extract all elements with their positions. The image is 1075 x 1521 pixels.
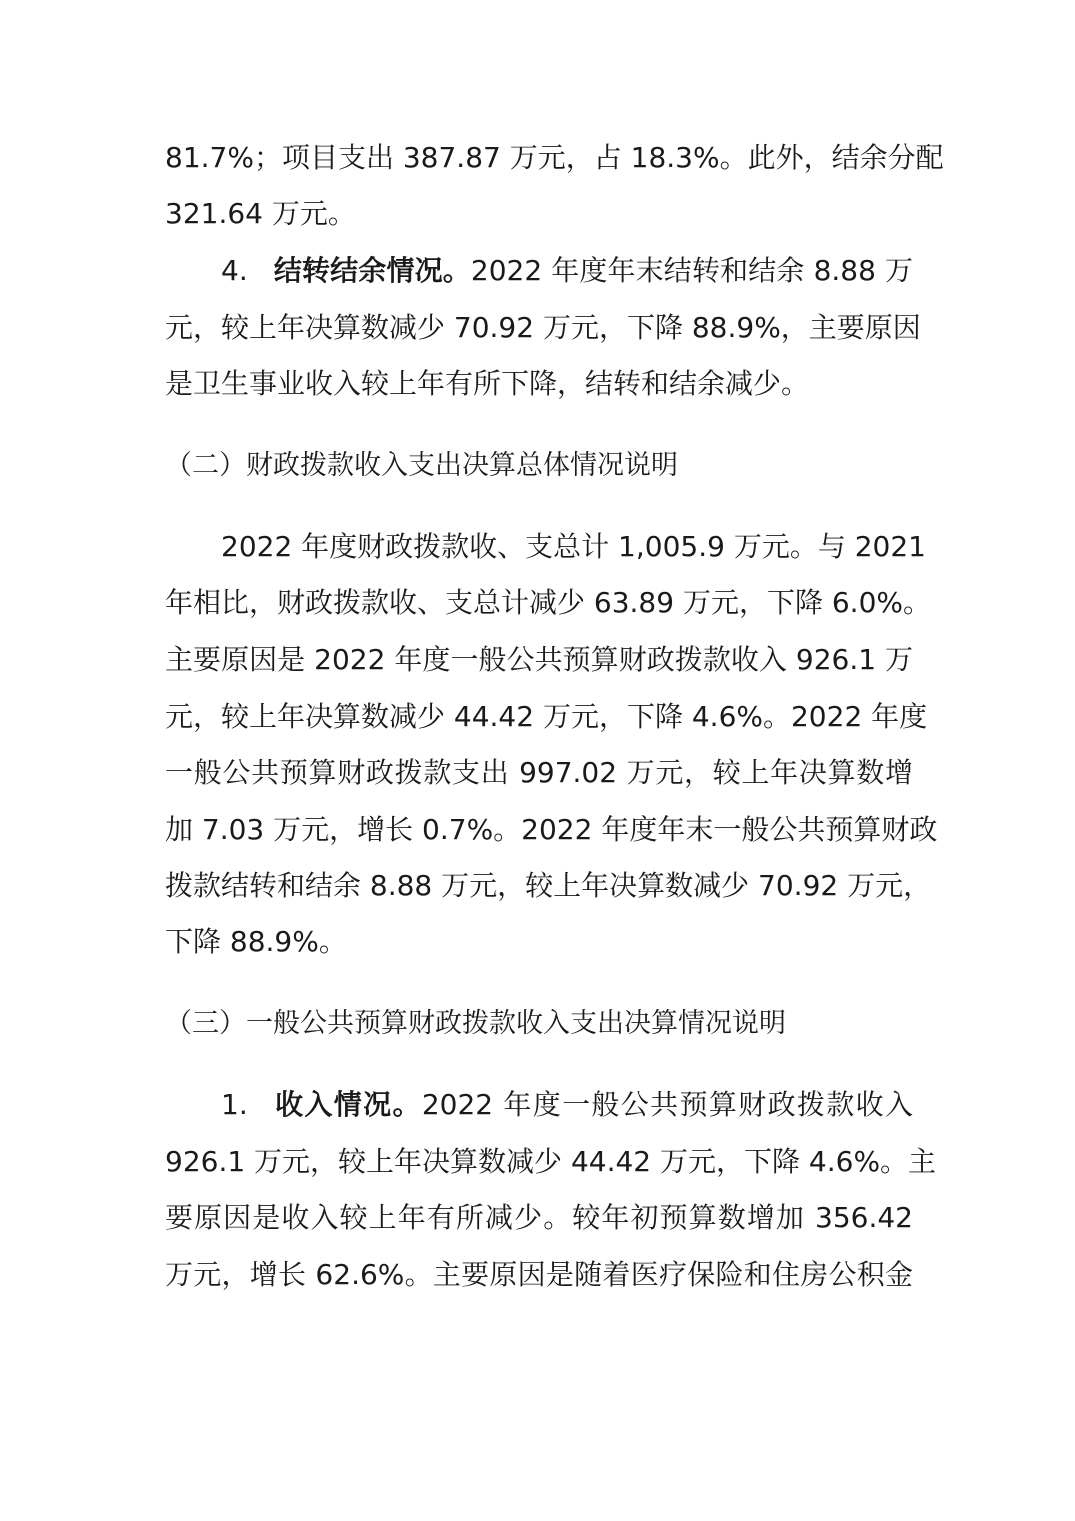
paragraph-line: 年相比，财政拨款收、支总计减少 63.89 万元，下降 6.0%。 — [165, 586, 931, 619]
paragraph-line: 321.64 万元。 — [165, 197, 356, 230]
item-title: 结转结余情况。 — [273, 254, 471, 287]
section-heading: （二）财政拨款收入支出决算总体情况说明 — [165, 450, 678, 481]
paragraph-line: 元，较上年决算数减少 70.92 万元，下降 88.9%，主要原因 — [165, 311, 921, 344]
item-number: 4. — [221, 254, 248, 287]
paragraph-line: 下降 88.9%。 — [165, 925, 347, 958]
paragraph-line: 81.7%；项目支出 387.87 万元，占 18.3%。此外，结余分配 — [165, 141, 944, 174]
paragraph-line: 是卫生事业收入较上年有所下降，结转和结余减少。 — [165, 367, 810, 400]
paragraph-line: 主要原因是 2022 年度一般公共预算财政拨款收入 926.1 万 — [165, 643, 913, 676]
paragraph-line: 元，较上年决算数减少 44.42 万元，下降 4.6%。2022 年度 — [165, 700, 928, 733]
paragraph-line — [221, 251, 913, 291]
section-heading: （三）一般公共预算财政拨款收入支出决算情况说明 — [165, 1008, 786, 1039]
item-text: 2022 年度一般公共预算财政拨款收入 — [421, 1088, 913, 1121]
paragraph-line: 一般公共预算财政拨款支出 997.02 万元，较上年决算数增 — [165, 756, 913, 789]
paragraph-line: 2022 年度财政拨款收、支总计 1,005.9 万元。与 2021 — [221, 530, 926, 563]
item-title: 收入情况。 — [273, 1088, 422, 1121]
paragraph-line: 万元，增长 62.6%。主要原因是随着医疗保险和住房公积金 — [165, 1258, 913, 1291]
paragraph-line: 926.1 万元，较上年决算数减少 44.42 万元，下降 4.6%。主 — [165, 1145, 937, 1178]
item-text: 2022 年度年末结转和结余 8.88 万 — [470, 254, 913, 287]
paragraph-line: 要原因是收入较上年有所减少。较年初预算数增加 356.42 — [165, 1201, 913, 1234]
paragraph-line — [221, 1085, 913, 1125]
paragraph-line: 加 7.03 万元，增长 0.7%。2022 年度年末一般公共预算财政 — [165, 813, 938, 846]
item-number: 1. — [221, 1088, 248, 1121]
paragraph-line: 拨款结转和结余 8.88 万元，较上年决算数减少 70.92 万元， — [165, 869, 932, 902]
